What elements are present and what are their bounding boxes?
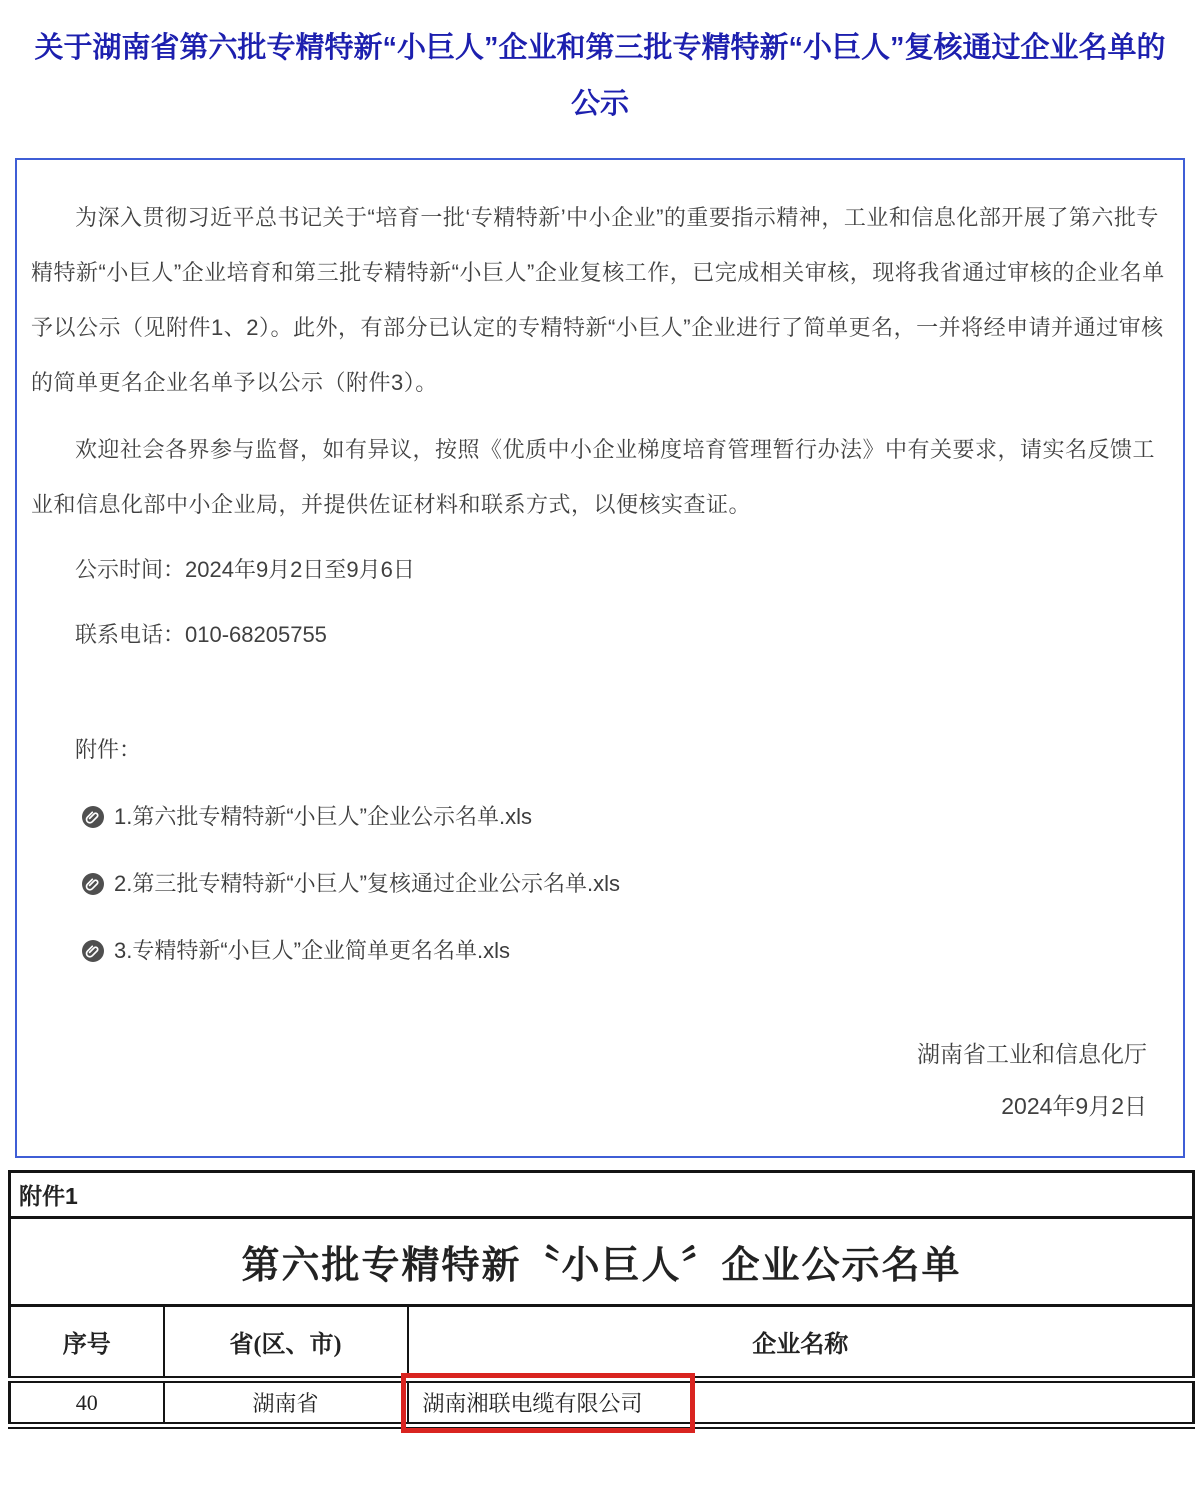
attachments-label: 附件： <box>75 737 142 762</box>
table-row <box>10 1380 1194 1426</box>
notice-paragraph-2: 欢迎社会各界参与监督，如有异议，按照《优质中小企业梯度培育管理暂行办法》中有关要求，请实名反馈工业和信息化部中小企业局，并提供佐证材料和联系方式，以便核实查证。 <box>31 437 1156 517</box>
contact-phone: 联系电话：010-68205755 <box>75 622 327 647</box>
cell-company <box>408 1380 1194 1426</box>
paperclip-circle-icon <box>81 872 105 896</box>
table-header-row <box>10 1306 1194 1380</box>
attachment-table <box>8 1170 1195 1429</box>
cell-serial-no: 40 <box>10 1380 164 1426</box>
page-title: 关于湖南省第六批专精特新“小巨人”企业和第三批专精特新“小巨人”复核通过企业名单的公示 <box>34 32 1166 120</box>
column-header-company: 企业名称 <box>408 1306 1194 1380</box>
paperclip-circle-icon <box>81 939 105 963</box>
table-title: 第六批专精特新〝小巨人〞企业公示名单 <box>10 1218 1194 1306</box>
signature-block <box>31 1028 1169 1132</box>
attachment-link-3[interactable] <box>81 923 1169 978</box>
company-name: 湖南湘联电缆有限公司 <box>422 1391 643 1416</box>
column-header-no: 序号 <box>10 1306 164 1380</box>
notice-box <box>15 158 1185 1158</box>
attachment-link-label[interactable]: 1.第六批专精特新“小巨人”企业公示名单.xls <box>114 804 533 829</box>
attachment-link-1[interactable] <box>81 789 1169 844</box>
attachment-link-label[interactable]: 2.第三批专精特新“小巨人”复核通过企业公示名单.xls <box>114 871 621 896</box>
attachment-link-2[interactable] <box>81 856 1169 911</box>
column-header-province: 省(区、市) <box>164 1306 408 1380</box>
attachment-list <box>31 789 1169 978</box>
publicity-period: 公示时间：2024年9月2日至9月6日 <box>75 557 415 582</box>
issue-date: 2024年9月2日 <box>1001 1093 1147 1119</box>
issuer: 湖南省工业和信息化厅 <box>917 1041 1147 1067</box>
notice-paragraph-1: 为深入贯彻习近平总书记关于“培育一批‘专精特新’中小企业”的重要指示精神，工业和信息化部开展了第六批专精特新“小巨人”企业培育和第三批专精特新“小巨人”企业复核工作，已完成相关审核，现将我省通过审核的企业名单予以公示（见附件1、2）。此外，有部分已认定的专精特新“小巨人”企业进行了简单更名，一并将经申请并通过审核的简单更名企业名单予以公示（附件3）。 <box>31 205 1165 395</box>
attachment-link-label[interactable]: 3.专精特新“小巨人”企业简单更名名单.xls <box>114 938 511 963</box>
paperclip-circle-icon <box>81 805 105 829</box>
attachment-tag: 附件1 <box>10 1172 1194 1218</box>
cell-province: 湖南省 <box>164 1380 408 1426</box>
